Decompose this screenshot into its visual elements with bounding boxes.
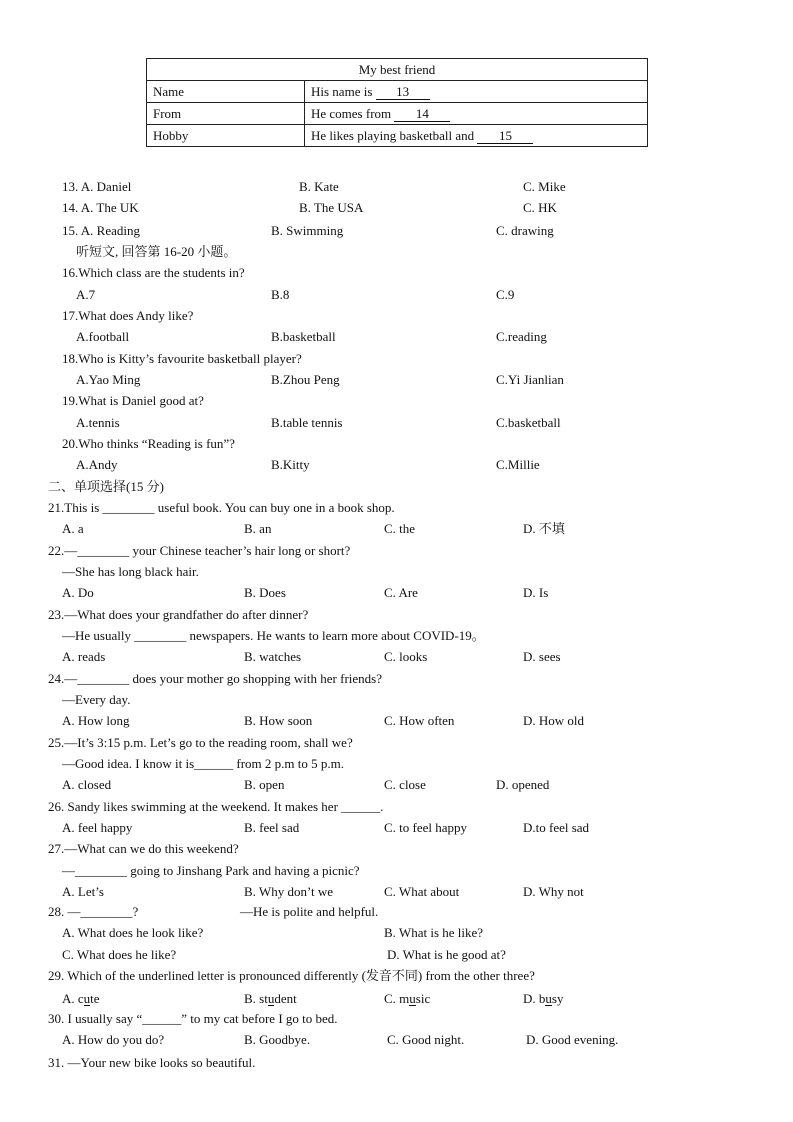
q22-option-c: C. Are xyxy=(384,585,418,600)
underlined-letter: u xyxy=(545,991,552,1006)
q29-question: 29. Which of the underlined letter is pronounced differently (发音不同) from the other three? xyxy=(48,968,535,983)
q25-option-b: B. open xyxy=(244,777,285,792)
table-row xyxy=(147,125,648,147)
q24-option-d: D. How old xyxy=(523,713,585,728)
q27-question: 27.—What can we do this weekend? xyxy=(48,841,239,856)
q24-option-a: A. How long xyxy=(62,713,130,728)
q21-option-a: A. a xyxy=(62,521,84,536)
q23-option-a: A. reads xyxy=(62,649,106,664)
q19-option-b: B.table tennis xyxy=(271,415,343,430)
q21-option-d: D. 不填 xyxy=(523,521,565,536)
q26-option-d: D.to feel sad xyxy=(523,820,590,835)
q20-option-a: A.Andy xyxy=(76,457,118,472)
row-text: He likes playing basketball and xyxy=(311,127,475,143)
q29-option-c: C. music xyxy=(384,991,431,1006)
q29-option-a: A. cute xyxy=(62,991,100,1006)
q19-option-a: A.tennis xyxy=(76,415,120,430)
q28-option-a: A. What does he look like? xyxy=(62,925,204,940)
q21-option-c: C. the xyxy=(384,521,416,536)
q24-question: 24.—________ does your mother go shopping with her friends? xyxy=(48,671,382,686)
q23-option-d: D. sees xyxy=(523,649,561,664)
row-label: Name xyxy=(147,81,305,103)
answer-blank: 14 xyxy=(394,107,450,122)
q14-option-a: 14. A. The UK xyxy=(62,200,139,215)
q25-option-a: A. closed xyxy=(62,777,112,792)
table-row xyxy=(147,103,648,125)
q18-option-c: C.Yi Jianlian xyxy=(496,372,564,387)
q30-option-b: B. Goodbye. xyxy=(244,1032,311,1047)
q22-response: —She has long black hair. xyxy=(62,564,199,579)
q28-option-d: D. What is he good at? xyxy=(387,947,506,962)
q16-question: 16.Which class are the students in? xyxy=(62,265,245,280)
q26-option-a: A. feel happy xyxy=(62,820,133,835)
row-label: From xyxy=(147,103,305,125)
q13-option-a: 13. A. Daniel xyxy=(62,179,132,194)
q19-option-c: C.basketball xyxy=(496,415,561,430)
q21-option-b: B. an xyxy=(244,521,272,536)
q24-option-c: C. How often xyxy=(384,713,455,728)
q27-option-c: C. What about xyxy=(384,884,460,899)
q15-option-c: C. drawing xyxy=(496,223,554,238)
passage-instruction: 听短文, 回答第 16-20 小题。 xyxy=(76,244,237,259)
answer-blank: 15 xyxy=(477,129,533,144)
q28-option-c: C. What does he like? xyxy=(62,947,177,962)
row-text: He comes from xyxy=(311,105,392,121)
q27-option-a: A. Let’s xyxy=(62,884,104,899)
underlined-letter: u xyxy=(267,991,275,1006)
q30-option-a: A. How do you do? xyxy=(62,1032,165,1047)
q30-question: 30. I usually say “______” to my cat before I go to bed. xyxy=(48,1011,338,1026)
q14-option-b: B. The USA xyxy=(299,200,364,215)
table-title: My best friend xyxy=(147,59,648,81)
best-friend-table xyxy=(146,58,648,147)
row-value xyxy=(305,103,648,125)
answer-blank: 13 xyxy=(376,85,430,100)
q15-option-b: B. Swimming xyxy=(271,223,344,238)
q26-question: 26. Sandy likes swimming at the weekend. It makes her ______. xyxy=(48,799,384,814)
q27-option-d: D. Why not xyxy=(523,884,584,899)
q26-option-c: C. to feel happy xyxy=(384,820,468,835)
q22-question: 22.—________ your Chinese teacher’s hair long or short? xyxy=(48,543,351,558)
underlined-letter: u xyxy=(409,991,416,1006)
q18-question: 18.Who is Kitty’s favourite basketball player? xyxy=(62,351,302,366)
row-label: Hobby xyxy=(147,125,305,147)
q24-response: —Every day. xyxy=(62,692,131,707)
q18-option-b: B.Zhou Peng xyxy=(271,372,340,387)
q30-option-c: C. Good night. xyxy=(387,1032,465,1047)
q14-option-c: C. HK xyxy=(523,200,557,215)
q19-question: 19.What is Daniel good at? xyxy=(62,393,204,408)
q25-response: —Good idea. I know it is______ from 2 p.m to 5 p.m. xyxy=(62,756,345,771)
q13-option-b: B. Kate xyxy=(299,179,339,194)
q16-option-b: B.8 xyxy=(271,287,290,302)
q22-option-a: A. Do xyxy=(62,585,94,600)
row-text: His name is xyxy=(311,83,373,99)
q15-option-a: 15. A. Reading xyxy=(62,223,140,238)
q16-option-a: A.7 xyxy=(76,287,96,302)
q17-option-b: B.basketball xyxy=(271,329,336,344)
q29-option-b: B. student xyxy=(244,991,297,1006)
q27-option-b: B. Why don’t we xyxy=(244,884,334,899)
q27-response: —________ going to Jinshang Park and having a picnic? xyxy=(62,863,360,878)
q20-question: 20.Who thinks “Reading is fun”? xyxy=(62,436,235,451)
q23-response: —He usually ________ newspapers. He wants to learn more about COVID-19。 xyxy=(62,628,485,643)
underlined-letter: u xyxy=(83,991,91,1006)
q17-question: 17.What does Andy like? xyxy=(62,308,194,323)
q21-question: 21.This is ________ useful book. You can buy one in a book shop. xyxy=(48,500,395,515)
q28-option-b: B. What is he like? xyxy=(384,925,484,940)
row-value xyxy=(305,125,648,147)
q25-option-c: C. close xyxy=(384,777,426,792)
q22-option-d: D. Is xyxy=(523,585,549,600)
q29-option-d: D. busy xyxy=(523,991,564,1006)
q22-option-b: B. Does xyxy=(244,585,286,600)
q16-option-c: C.9 xyxy=(496,287,515,302)
section-heading: 二、单项选择(15 分) xyxy=(48,479,164,494)
q17-option-a: A.football xyxy=(76,329,130,344)
q26-option-b: B. feel sad xyxy=(244,820,300,835)
q20-option-b: B.Kitty xyxy=(271,457,310,472)
q30-option-d: D. Good evening. xyxy=(526,1032,619,1047)
q25-question: 25.—It’s 3:15 p.m. Let’s go to the reading room, shall we? xyxy=(48,735,353,750)
q28-response: —He is polite and helpful. xyxy=(240,904,379,919)
q23-option-c: C. looks xyxy=(384,649,428,664)
q25-option-d: D. opened xyxy=(496,777,550,792)
q18-option-a: A.Yao Ming xyxy=(76,372,141,387)
q23-option-b: B. watches xyxy=(244,649,302,664)
q13-option-c: C. Mike xyxy=(523,179,566,194)
q17-option-c: C.reading xyxy=(496,329,547,344)
row-value xyxy=(305,81,648,103)
q20-option-c: C.Millie xyxy=(496,457,540,472)
q24-option-b: B. How soon xyxy=(244,713,313,728)
q28-question: 28. —________? xyxy=(48,904,139,919)
q31-question: 31. —Your new bike looks so beautiful. xyxy=(48,1055,256,1070)
q23-question: 23.—What does your grandfather do after dinner? xyxy=(48,607,309,622)
table-row xyxy=(147,81,648,103)
